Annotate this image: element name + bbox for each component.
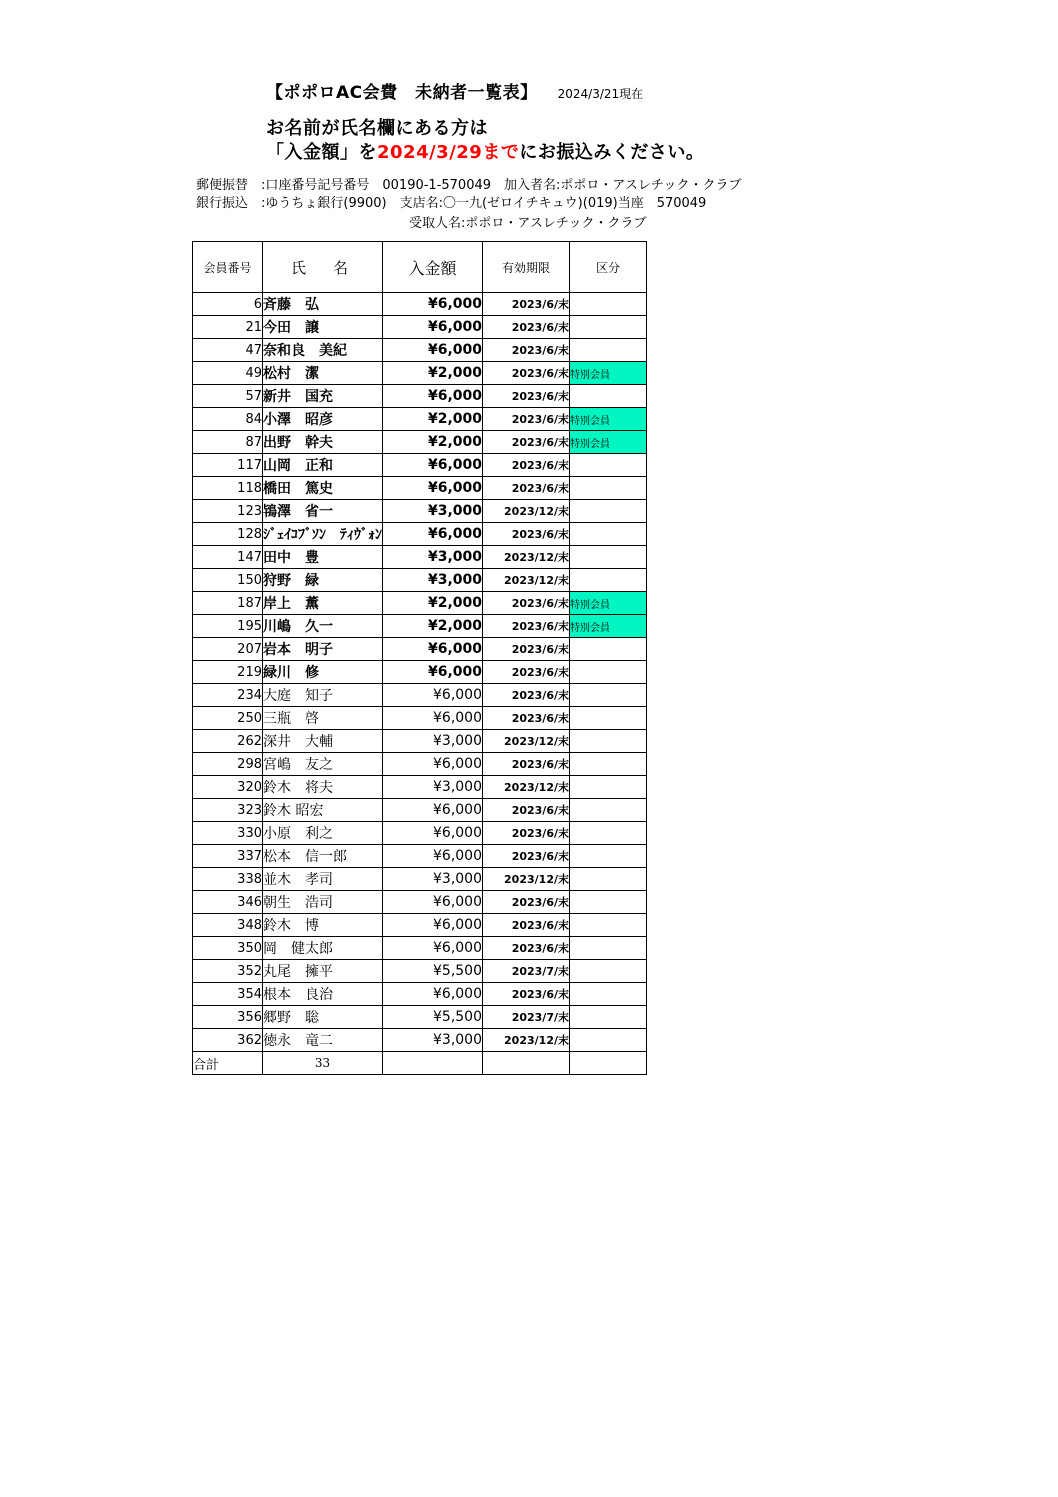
table-row xyxy=(193,845,647,868)
category-cell xyxy=(570,845,647,868)
table-row xyxy=(193,615,647,638)
category-cell xyxy=(570,477,647,500)
category-cell: 特別会員 xyxy=(570,615,647,638)
member-no-cell: 195 xyxy=(193,615,263,638)
member-name-cell: 大庭 知子 xyxy=(263,684,383,707)
expiry-cell: 2023/6/末 xyxy=(483,523,570,546)
member-no-cell: 128 xyxy=(193,523,263,546)
table-row xyxy=(193,684,647,707)
postal-transfer-info: 郵便振替 :口座番号記号番号 00190-1-570049 加入者名:ポポロ・アスレチック・クラブ xyxy=(196,178,742,193)
member-name-cell: 朝生 浩司 xyxy=(263,891,383,914)
amount-cell: ¥2,000 xyxy=(383,615,483,638)
amount-cell: ¥2,000 xyxy=(383,408,483,431)
member-name-cell: ｼﾞｪｲｺﾌﾞｿﾝ ﾃｨｳﾞｫﾝ xyxy=(263,523,383,546)
notice-line-1: お名前が氏名欄にある方は xyxy=(266,118,488,139)
member-no-cell: 320 xyxy=(193,776,263,799)
category-cell xyxy=(570,960,647,983)
expiry-cell: 2023/6/末 xyxy=(483,914,570,937)
category-cell xyxy=(570,868,647,891)
category-cell xyxy=(570,569,647,592)
expiry-cell: 2023/12/末 xyxy=(483,569,570,592)
notice-line-2-pre: 「入金額」を xyxy=(266,142,377,163)
table-row xyxy=(193,592,647,615)
member-name-cell: 三瓶 啓 xyxy=(263,707,383,730)
amount-cell: ¥6,000 xyxy=(383,845,483,868)
category-cell xyxy=(570,661,647,684)
header-category: 区分 xyxy=(570,242,647,293)
table-row xyxy=(193,1029,647,1052)
table-row xyxy=(193,362,647,385)
amount-cell: ¥6,000 xyxy=(383,983,483,1006)
member-name-cell: 鴇澤 省一 xyxy=(263,500,383,523)
amount-cell: ¥6,000 xyxy=(383,638,483,661)
table-row xyxy=(193,408,647,431)
expiry-cell: 2023/6/末 xyxy=(483,431,570,454)
amount-cell: ¥3,000 xyxy=(383,776,483,799)
bank-transfer-info: 銀行振込 :ゆうちょ銀行(9900) 支店名:〇一九(ゼロイチキュウ)(019)当座 570049 xyxy=(196,196,707,211)
amount-cell: ¥6,000 xyxy=(383,385,483,408)
category-cell: 特別会員 xyxy=(570,431,647,454)
member-name-cell: 小原 利之 xyxy=(263,822,383,845)
member-no-cell: 118 xyxy=(193,477,263,500)
amount-cell: ¥3,000 xyxy=(383,569,483,592)
header-member-no: 会員番号 xyxy=(193,242,263,293)
expiry-cell: 2023/6/末 xyxy=(483,362,570,385)
member-no-cell: 323 xyxy=(193,799,263,822)
member-name-cell: 田中 豊 xyxy=(263,546,383,569)
amount-cell: ¥6,000 xyxy=(383,799,483,822)
member-name-cell: 鈴木 昭宏 xyxy=(263,799,383,822)
member-no-cell: 352 xyxy=(193,960,263,983)
category-cell xyxy=(570,339,647,362)
amount-cell: ¥6,000 xyxy=(383,316,483,339)
table-row xyxy=(193,477,647,500)
category-cell xyxy=(570,753,647,776)
member-name-cell: 山岡 正和 xyxy=(263,454,383,477)
member-name-cell: 岸上 薫 xyxy=(263,592,383,615)
category-cell xyxy=(570,937,647,960)
page-title: 【ポポロAC会費 未納者一覧表】 xyxy=(266,83,538,103)
deadline-date: 2024/3/29まで xyxy=(377,142,520,163)
amount-cell: ¥5,500 xyxy=(383,960,483,983)
expiry-cell: 2023/6/末 xyxy=(483,615,570,638)
amount-cell: ¥2,000 xyxy=(383,592,483,615)
category-cell xyxy=(570,891,647,914)
member-no-cell: 337 xyxy=(193,845,263,868)
member-no-cell: 338 xyxy=(193,868,263,891)
expiry-cell: 2023/6/末 xyxy=(483,799,570,822)
expiry-cell: 2023/6/末 xyxy=(483,477,570,500)
total-empty-cell xyxy=(570,1052,647,1075)
amount-cell: ¥5,500 xyxy=(383,1006,483,1029)
member-no-cell: 84 xyxy=(193,408,263,431)
table-row xyxy=(193,546,647,569)
member-no-cell: 250 xyxy=(193,707,263,730)
member-name-cell: 川嶋 久一 xyxy=(263,615,383,638)
member-no-cell: 207 xyxy=(193,638,263,661)
member-no-cell: 87 xyxy=(193,431,263,454)
table-row xyxy=(193,960,647,983)
category-cell xyxy=(570,799,647,822)
category-cell: 特別会員 xyxy=(570,362,647,385)
table-row xyxy=(193,707,647,730)
table-row xyxy=(193,983,647,1006)
table-row xyxy=(193,730,647,753)
member-name-cell: 松村 潔 xyxy=(263,362,383,385)
table-row xyxy=(193,822,647,845)
member-no-cell: 262 xyxy=(193,730,263,753)
table-row xyxy=(193,293,647,316)
expiry-cell: 2023/6/末 xyxy=(483,408,570,431)
category-cell xyxy=(570,385,647,408)
table-row xyxy=(193,454,647,477)
expiry-cell: 2023/12/末 xyxy=(483,730,570,753)
title-row xyxy=(266,78,643,102)
amount-cell: ¥3,000 xyxy=(383,500,483,523)
member-name-cell: 鈴木 将夫 xyxy=(263,776,383,799)
total-count: 33 xyxy=(263,1052,383,1075)
amount-cell: ¥6,000 xyxy=(383,454,483,477)
expiry-cell: 2023/6/末 xyxy=(483,339,570,362)
total-empty-cell xyxy=(483,1052,570,1075)
category-cell xyxy=(570,546,647,569)
table-header-row xyxy=(193,242,647,293)
expiry-cell: 2023/6/末 xyxy=(483,983,570,1006)
member-name-cell: 出野 幹夫 xyxy=(263,431,383,454)
category-cell xyxy=(570,293,647,316)
header-name: 氏 名 xyxy=(263,242,383,293)
expiry-cell: 2023/12/末 xyxy=(483,776,570,799)
table-row xyxy=(193,385,647,408)
table-row xyxy=(193,891,647,914)
table-row xyxy=(193,500,647,523)
member-no-cell: 219 xyxy=(193,661,263,684)
amount-cell: ¥6,000 xyxy=(383,914,483,937)
member-no-cell: 6 xyxy=(193,293,263,316)
expiry-cell: 2023/6/末 xyxy=(483,822,570,845)
expiry-cell: 2023/12/末 xyxy=(483,500,570,523)
table-row xyxy=(193,569,647,592)
member-no-cell: 348 xyxy=(193,914,263,937)
expiry-cell: 2023/6/末 xyxy=(483,845,570,868)
amount-cell: ¥6,000 xyxy=(383,753,483,776)
member-name-cell: 岡 健太郎 xyxy=(263,937,383,960)
expiry-cell: 2023/6/末 xyxy=(483,454,570,477)
member-name-cell: 徳永 竜二 xyxy=(263,1029,383,1052)
expiry-cell: 2023/6/末 xyxy=(483,707,570,730)
member-no-cell: 346 xyxy=(193,891,263,914)
category-cell: 特別会員 xyxy=(570,592,647,615)
amount-cell: ¥3,000 xyxy=(383,868,483,891)
amount-cell: ¥6,000 xyxy=(383,891,483,914)
expiry-cell: 2023/12/末 xyxy=(483,1029,570,1052)
expiry-cell: 2023/6/末 xyxy=(483,661,570,684)
member-no-cell: 123 xyxy=(193,500,263,523)
category-cell xyxy=(570,822,647,845)
amount-cell: ¥6,000 xyxy=(383,822,483,845)
member-no-cell: 47 xyxy=(193,339,263,362)
member-name-cell: 岩本 明子 xyxy=(263,638,383,661)
member-no-cell: 356 xyxy=(193,1006,263,1029)
table-row xyxy=(193,753,647,776)
amount-cell: ¥3,000 xyxy=(383,546,483,569)
member-name-cell: 松本 信一郎 xyxy=(263,845,383,868)
member-no-cell: 49 xyxy=(193,362,263,385)
member-name-cell: 郷野 聡 xyxy=(263,1006,383,1029)
table-row xyxy=(193,661,647,684)
member-name-cell: 緑川 修 xyxy=(263,661,383,684)
header-expiry: 有効期限 xyxy=(483,242,570,293)
member-name-cell: 橋田 篤史 xyxy=(263,477,383,500)
amount-cell: ¥6,000 xyxy=(383,684,483,707)
total-row xyxy=(193,1052,647,1075)
expiry-cell: 2023/12/末 xyxy=(483,868,570,891)
member-name-cell: 小澤 昭彦 xyxy=(263,408,383,431)
member-name-cell: 根本 良治 xyxy=(263,983,383,1006)
member-no-cell: 234 xyxy=(193,684,263,707)
category-cell xyxy=(570,1006,647,1029)
member-no-cell: 57 xyxy=(193,385,263,408)
table-row xyxy=(193,776,647,799)
category-cell xyxy=(570,914,647,937)
category-cell xyxy=(570,523,647,546)
category-cell xyxy=(570,684,647,707)
member-no-cell: 117 xyxy=(193,454,263,477)
member-no-cell: 362 xyxy=(193,1029,263,1052)
member-no-cell: 150 xyxy=(193,569,263,592)
amount-cell: ¥6,000 xyxy=(383,707,483,730)
table-row xyxy=(193,638,647,661)
expiry-cell: 2023/7/末 xyxy=(483,960,570,983)
notice-line-2-post: にお振込みください。 xyxy=(519,142,705,163)
expiry-cell: 2023/6/末 xyxy=(483,891,570,914)
category-cell xyxy=(570,316,647,339)
notice-line-2 xyxy=(266,138,704,164)
table-row xyxy=(193,868,647,891)
table-row xyxy=(193,523,647,546)
category-cell xyxy=(570,454,647,477)
unpaid-members-table xyxy=(192,241,647,1075)
amount-cell: ¥2,000 xyxy=(383,362,483,385)
member-name-cell: 奈和良 美紀 xyxy=(263,339,383,362)
category-cell xyxy=(570,983,647,1006)
member-name-cell: 新井 国充 xyxy=(263,385,383,408)
expiry-cell: 2023/6/末 xyxy=(483,316,570,339)
member-no-cell: 350 xyxy=(193,937,263,960)
expiry-cell: 2023/6/末 xyxy=(483,753,570,776)
table-row xyxy=(193,799,647,822)
expiry-cell: 2023/6/末 xyxy=(483,937,570,960)
member-no-cell: 330 xyxy=(193,822,263,845)
member-name-cell: 今田 譲 xyxy=(263,316,383,339)
member-no-cell: 298 xyxy=(193,753,263,776)
member-name-cell: 狩野 緑 xyxy=(263,569,383,592)
table-row xyxy=(193,914,647,937)
table-row xyxy=(193,316,647,339)
as-of-date: 2024/3/21現在 xyxy=(557,87,644,101)
amount-cell: ¥6,000 xyxy=(383,293,483,316)
member-no-cell: 354 xyxy=(193,983,263,1006)
member-no-cell: 187 xyxy=(193,592,263,615)
expiry-cell: 2023/6/末 xyxy=(483,684,570,707)
category-cell xyxy=(570,1029,647,1052)
amount-cell: ¥6,000 xyxy=(383,477,483,500)
expiry-cell: 2023/12/末 xyxy=(483,546,570,569)
member-no-cell: 21 xyxy=(193,316,263,339)
table-row xyxy=(193,1006,647,1029)
amount-cell: ¥2,000 xyxy=(383,431,483,454)
member-name-cell: 宮嶋 友之 xyxy=(263,753,383,776)
amount-cell: ¥6,000 xyxy=(383,937,483,960)
member-name-cell: 斉藤 弘 xyxy=(263,293,383,316)
member-no-cell: 147 xyxy=(193,546,263,569)
expiry-cell: 2023/6/末 xyxy=(483,293,570,316)
recipient-name-info: 受取人名:ポポロ・アスレチック・クラブ xyxy=(409,216,647,231)
table-row xyxy=(193,431,647,454)
total-empty-cell xyxy=(383,1052,483,1075)
member-name-cell: 鈴木 博 xyxy=(263,914,383,937)
member-name-cell: 深井 大輔 xyxy=(263,730,383,753)
category-cell: 特別会員 xyxy=(570,408,647,431)
header-amount: 入金額 xyxy=(383,242,483,293)
category-cell xyxy=(570,638,647,661)
member-name-cell: 丸尾 擁平 xyxy=(263,960,383,983)
table-row xyxy=(193,937,647,960)
expiry-cell: 2023/6/末 xyxy=(483,385,570,408)
total-label: 合計 xyxy=(193,1052,263,1075)
table-row xyxy=(193,339,647,362)
amount-cell: ¥6,000 xyxy=(383,661,483,684)
category-cell xyxy=(570,776,647,799)
expiry-cell: 2023/7/末 xyxy=(483,1006,570,1029)
category-cell xyxy=(570,730,647,753)
category-cell xyxy=(570,500,647,523)
expiry-cell: 2023/6/末 xyxy=(483,638,570,661)
amount-cell: ¥6,000 xyxy=(383,339,483,362)
member-name-cell: 並木 孝司 xyxy=(263,868,383,891)
amount-cell: ¥6,000 xyxy=(383,523,483,546)
amount-cell: ¥3,000 xyxy=(383,1029,483,1052)
expiry-cell: 2023/6/末 xyxy=(483,592,570,615)
category-cell xyxy=(570,707,647,730)
amount-cell: ¥3,000 xyxy=(383,730,483,753)
